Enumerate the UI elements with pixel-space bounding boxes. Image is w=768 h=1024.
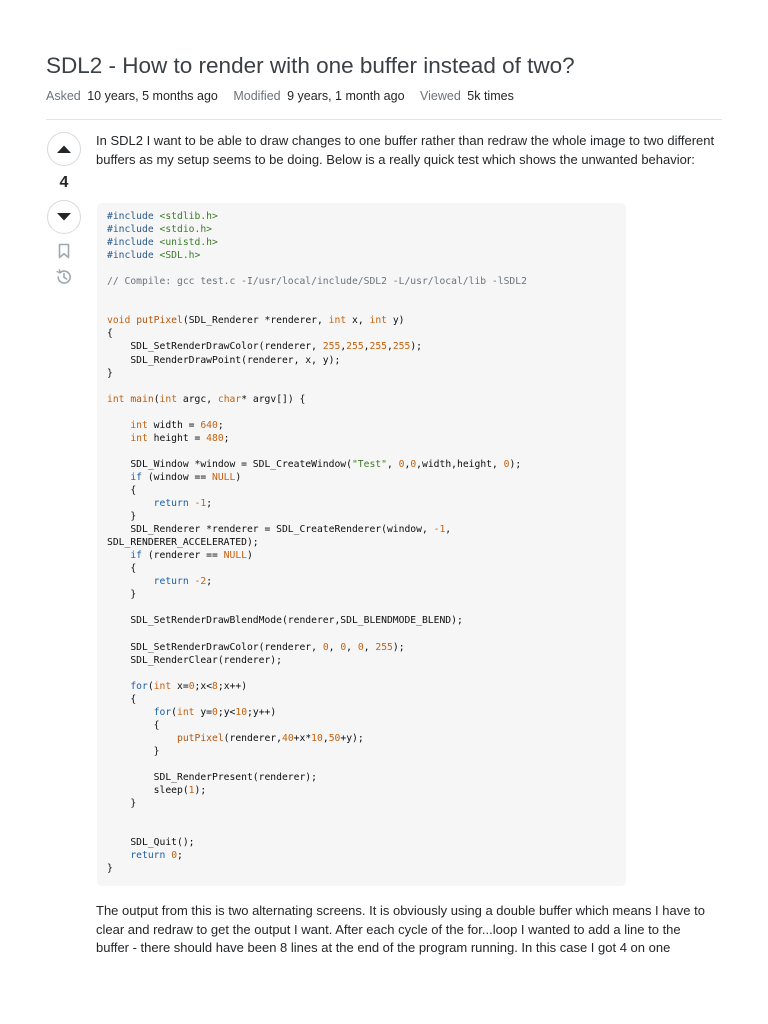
code-line-10: } — [107, 367, 113, 379]
code-line-19: SDL_Renderer *renderer = SDL_CreateRenderer(window, -1, — [107, 524, 452, 536]
code-line-22: { — [107, 563, 137, 575]
upvote-arrow-icon — [56, 144, 72, 154]
code-line-38: return 0; — [130, 850, 183, 862]
code-line-7: { — [107, 328, 113, 340]
code-line-1: #include <stdlib.h> — [107, 211, 218, 222]
code-line-5: // Compile: gcc test.c -I/usr/local/include/SDL2 -L/usr/local/lib -lSDL2 — [107, 276, 527, 288]
code-line-14: SDL_Window *window = SDL_CreateWindow("Test", 0,0,width,height, 0); — [107, 458, 522, 470]
code-line-27: SDL_RenderClear(renderer); — [107, 654, 282, 666]
asked-label: Asked — [46, 89, 81, 103]
question-body-intro — [96, 132, 716, 169]
code-line-13: int height = 480; — [130, 432, 230, 444]
viewed-label: Viewed — [420, 89, 461, 103]
code-line-12: int width = 640; — [130, 419, 224, 431]
vote-count: 4 — [59, 174, 69, 191]
code-line-18: } — [107, 511, 137, 523]
code-line-21: if (renderer == NULL) — [130, 550, 253, 562]
downvote-arrow-icon — [56, 212, 72, 222]
upvote-button[interactable] — [47, 132, 81, 166]
code-line-37: SDL_Quit(); — [107, 837, 195, 849]
code-line-32: putPixel(renderer,40+x*10,50+y); — [177, 732, 364, 744]
code-text — [107, 210, 616, 875]
code-line-34: SDL_RenderPresent(renderer); — [107, 772, 317, 784]
outro-paragraph: The output from this is two alternating screens. It is obviously using a double buffer which means I have to clear and redraw to get the output I want. After each cycle of the for...loop I wanted to add a line to the buffer - there should have been 8 lines at the end of the program running. In this case I got 4 on one — [96, 903, 705, 955]
code-block — [97, 203, 626, 886]
asked-value[interactable]: 10 years, 5 months ago — [87, 89, 218, 103]
code-line-23: return -2; — [153, 576, 213, 588]
header-divider — [46, 119, 722, 120]
bookmark-icon[interactable] — [57, 243, 71, 264]
modified-label: Modified — [233, 89, 281, 103]
question-body-outro — [96, 902, 716, 958]
code-line-33: } — [107, 745, 160, 757]
code-line-28: for(int x=0;x<8;x++) — [130, 680, 248, 692]
code-line-6: void putPixel(SDL_Renderer *renderer, int x, int y) — [107, 315, 405, 327]
code-line-31: { — [107, 719, 160, 731]
code-line-24: } — [107, 589, 137, 601]
code-line-2: #include <stdio.h> — [107, 224, 213, 236]
code-line-30: for(int y=0;y<10;y++) — [153, 706, 277, 718]
code-line-25: SDL_SetRenderDrawBlendMode(renderer,SDL_BLENDMODE_BLEND); — [107, 615, 463, 627]
code-line-39: } — [107, 863, 113, 875]
code-line-20: SDL_RENDERER_ACCELERATED); — [107, 537, 259, 549]
code-line-35: sleep(1); — [107, 785, 207, 797]
history-icon[interactable] — [55, 268, 73, 291]
code-line-9: SDL_RenderDrawPoint(renderer, x, y); — [107, 354, 341, 366]
intro-paragraph: In SDL2 I want to be able to draw changes to one buffer rather than redraw the whole image to two different buffers as my setup seems to be doing. Below is a really quick test which shows the unwanted behavior: — [96, 133, 715, 167]
modified-value[interactable]: 9 years, 1 month ago — [287, 89, 405, 103]
downvote-button[interactable] — [47, 200, 81, 234]
code-line-11: int main(int argc, char* argv[]) { — [107, 393, 306, 405]
question-meta — [46, 89, 526, 103]
code-line-29: { — [107, 693, 137, 705]
viewed-value: 5k times — [467, 89, 514, 103]
code-line-4: #include <SDL.h> — [107, 250, 201, 262]
code-line-16: { — [107, 484, 137, 496]
code-line-26: SDL_SetRenderDrawColor(renderer, 0, 0, 0, 255); — [107, 641, 405, 653]
code-line-15: if (window == NULL) — [130, 471, 242, 483]
code-line-17: return -1; — [153, 498, 213, 510]
code-line-3: #include <unistd.h> — [107, 237, 218, 249]
question-title[interactable]: SDL2 - How to render with one buffer instead of two? — [46, 53, 575, 78]
code-line-8: SDL_SetRenderDrawColor(renderer, 255,255,255,255); — [107, 341, 423, 353]
code-line-36: } — [107, 798, 137, 810]
